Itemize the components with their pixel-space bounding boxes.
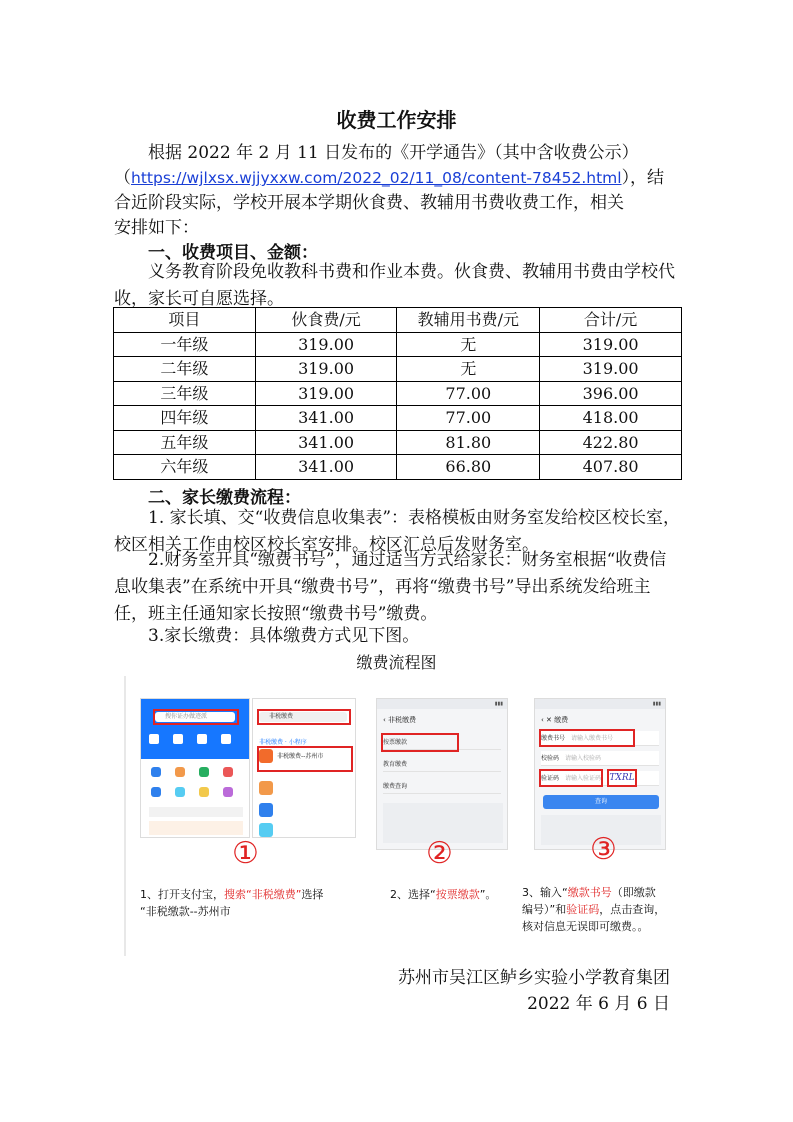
step-text-part: 编号）”和 <box>522 903 567 916</box>
highlight-box <box>381 733 459 752</box>
section2-item2: 2.财务室开具“缴费书号”，通过适当方式给家长：财务室根据“收费信息收集表”在系统中开具“缴费书号”，再将“缴费书号”导出系统发给班主任，班主任通知家长按照“缴费书号”缴费。 <box>114 550 667 624</box>
app-icon <box>223 767 233 777</box>
step-text-highlight: 搜索“非税缴费” <box>224 888 302 901</box>
app-icon <box>199 787 209 797</box>
total-cell: 422.80 <box>540 430 682 455</box>
total-cell: 319.00 <box>540 332 682 357</box>
book-fee-cell: 66.80 <box>397 455 540 480</box>
alipay-home-screenshot <box>140 698 250 838</box>
payment-form-screenshot <box>534 698 666 850</box>
meal-fee-cell: 341.00 <box>255 406 397 431</box>
menu-item-ticket-payment[interactable]: 按票缴款 <box>383 735 501 750</box>
alipay-search-bar: 搜你证办做迹派 <box>155 712 235 722</box>
step-marker-1: ① <box>232 836 259 871</box>
grade-cell: 一年级 <box>114 332 256 357</box>
section1-text: 义务教育阶段免收教科书费和作业本费。伙食费、教辅用书费由学校代收，家长可自愿选择。 <box>114 262 675 309</box>
total-cell: 396.00 <box>540 381 682 406</box>
book-fee-cell: 77.00 <box>397 406 540 431</box>
step3-text <box>522 884 672 935</box>
total-cell: 418.00 <box>540 406 682 431</box>
app-icon <box>259 781 273 795</box>
field-label: 验证码 <box>541 775 560 782</box>
transport-icon <box>197 734 207 744</box>
step-text-part: “非税缴款--苏州市 <box>140 905 231 918</box>
tax-payment-menu-screenshot <box>376 698 508 850</box>
results-section-label: 非税缴费 · 小程序 <box>259 739 307 746</box>
field-label: 校验码 <box>541 755 560 762</box>
table-row <box>114 332 682 357</box>
app-icon <box>259 803 273 817</box>
form-header-label: 缴费 <box>554 716 569 724</box>
step-text-part: （即缴款 <box>611 886 656 899</box>
menu-header: ‹ 非税缴费 <box>383 716 417 724</box>
book-fee-cell: 77.00 <box>397 381 540 406</box>
table-row <box>114 357 682 382</box>
step1-text <box>140 886 370 920</box>
section1-heading: 一、收费项目、金额： <box>148 243 318 263</box>
meal-fee-cell: 341.00 <box>255 455 397 480</box>
book-fee-cell: 81.80 <box>397 430 540 455</box>
table-row <box>114 406 682 431</box>
intro-link-line <box>114 165 682 192</box>
intro-line-1: 根据 2022 年 2 月 11 日发布的《开学通告》（其中含收费公示） <box>148 143 639 163</box>
highlight-box <box>257 709 351 725</box>
fee-table <box>113 307 682 480</box>
app-icon <box>151 787 161 797</box>
field-placeholder: 请输入验证码 <box>565 775 602 782</box>
pay-icon <box>173 734 183 744</box>
step-text-part: 选择 <box>301 888 324 901</box>
table-row <box>114 381 682 406</box>
signature-date: 2022 年 6 月 6 日 <box>527 994 670 1014</box>
field-placeholder: 请输入缴费书号 <box>571 735 614 742</box>
menu-item-payment-query[interactable]: 缴费查询 <box>383 779 501 794</box>
step-marker-2: ② <box>426 836 453 871</box>
promo-strip <box>149 807 243 817</box>
total-cell: 319.00 <box>540 357 682 382</box>
fee-table-header-row <box>114 308 682 333</box>
search-results-screenshot <box>252 698 356 838</box>
app-icon <box>175 767 185 777</box>
link-prefix: （ <box>114 168 131 188</box>
alipay-header <box>141 699 250 759</box>
meal-fee-cell: 319.00 <box>255 357 397 382</box>
highlight-box <box>539 769 603 787</box>
highlight-box <box>257 746 353 772</box>
book-fee-cell: 无 <box>397 357 540 382</box>
app-icon <box>259 823 273 837</box>
grade-cell: 四年级 <box>114 406 256 431</box>
col-header: 伙食费/元 <box>255 308 397 333</box>
book-fee-cell: 无 <box>397 332 540 357</box>
form-header: ‹ ✕ 缴费 <box>541 716 569 724</box>
query-button[interactable]: 查询 <box>543 795 659 809</box>
total-cell: 407.80 <box>540 455 682 480</box>
step-marker-3: ③ <box>590 832 617 867</box>
grade-cell: 二年级 <box>114 357 256 382</box>
step-text-part: 核对信息无误即可缴费。。 <box>522 920 649 933</box>
col-header: 项目 <box>114 308 256 333</box>
step-text-highlight: 按票缴款 <box>435 888 480 901</box>
app-icon <box>151 767 161 777</box>
step-text-part: ”。 <box>479 888 497 901</box>
field-check-code[interactable] <box>541 751 659 766</box>
step-text-part: ，点击查询， <box>599 903 666 916</box>
table-row <box>114 430 682 455</box>
result-item[interactable]: 非税缴费--苏州市 <box>277 753 324 760</box>
app-icon <box>223 787 233 797</box>
results-search-field: 非税缴费 <box>259 712 347 722</box>
meal-fee-cell: 341.00 <box>255 430 397 455</box>
section2-item3: 3.家长缴费：具体缴费方式见下图。 <box>148 626 420 646</box>
flow-caption: 缴费流程图 <box>356 653 437 672</box>
grade-cell: 五年级 <box>114 430 256 455</box>
grade-cell: 三年级 <box>114 381 256 406</box>
highlight-box <box>539 729 635 747</box>
status-bar: ▮▮▮ <box>535 699 665 709</box>
link-suffix: ），结 <box>621 168 665 188</box>
scan-icon <box>149 734 159 744</box>
meal-fee-cell: 319.00 <box>255 381 397 406</box>
intro-line-4: 安排如下： <box>114 218 199 238</box>
step-text-highlight: 缴款书号 <box>567 886 612 899</box>
intro-line-3: 合近阶段实际，学校开展本学期伙食费、教辅用书费收费工作，相关 <box>114 193 624 213</box>
app-icon <box>199 767 209 777</box>
step2-text <box>390 886 520 903</box>
highlight-box <box>153 709 239 725</box>
payment-flow-figure <box>124 676 674 956</box>
app-icon <box>175 787 185 797</box>
col-header: 合计/元 <box>540 308 682 333</box>
step-text-part: 1、打开支付宝， <box>140 888 224 901</box>
notice-link[interactable]: https://wjlxsx.wjjyxxw.com/2022_02/11_08/content-78452.html <box>131 169 622 187</box>
col-header: 教辅用书费/元 <box>397 308 540 333</box>
meal-fee-cell: 319.00 <box>255 332 397 357</box>
menu-header-label: 非税缴费 <box>388 716 417 724</box>
card-icon <box>221 734 231 744</box>
status-bar: ▮▮▮ <box>377 699 507 709</box>
table-row <box>114 455 682 480</box>
captcha-image[interactable]: TXRL <box>607 769 637 787</box>
menu-item-education-payment[interactable]: 教育缴费 <box>383 757 501 772</box>
field-placeholder: 请输入校验码 <box>565 755 602 762</box>
step-text-part: 2、选择“ <box>390 888 436 901</box>
page-title: 收费工作安排 <box>336 108 457 132</box>
step-text-part: 3、输入“ <box>522 886 568 899</box>
section2-item1: 1. 家长填、交“收费信息收集表”：表格模板由财务室发给校区校长室，校区相关工作由校区校长室安排。校区汇总后发财务室。 <box>114 508 681 555</box>
loan-banner <box>149 821 243 835</box>
field-label: 缴费书号 <box>541 735 566 742</box>
signature-org: 苏州市吴江区鲈乡实验小学教育集团 <box>398 968 670 988</box>
grade-cell: 六年级 <box>114 455 256 480</box>
section2-heading: 二、家长缴费流程： <box>148 488 301 508</box>
figure-edge <box>124 676 126 956</box>
step-text-highlight: 验证码 <box>566 903 600 916</box>
